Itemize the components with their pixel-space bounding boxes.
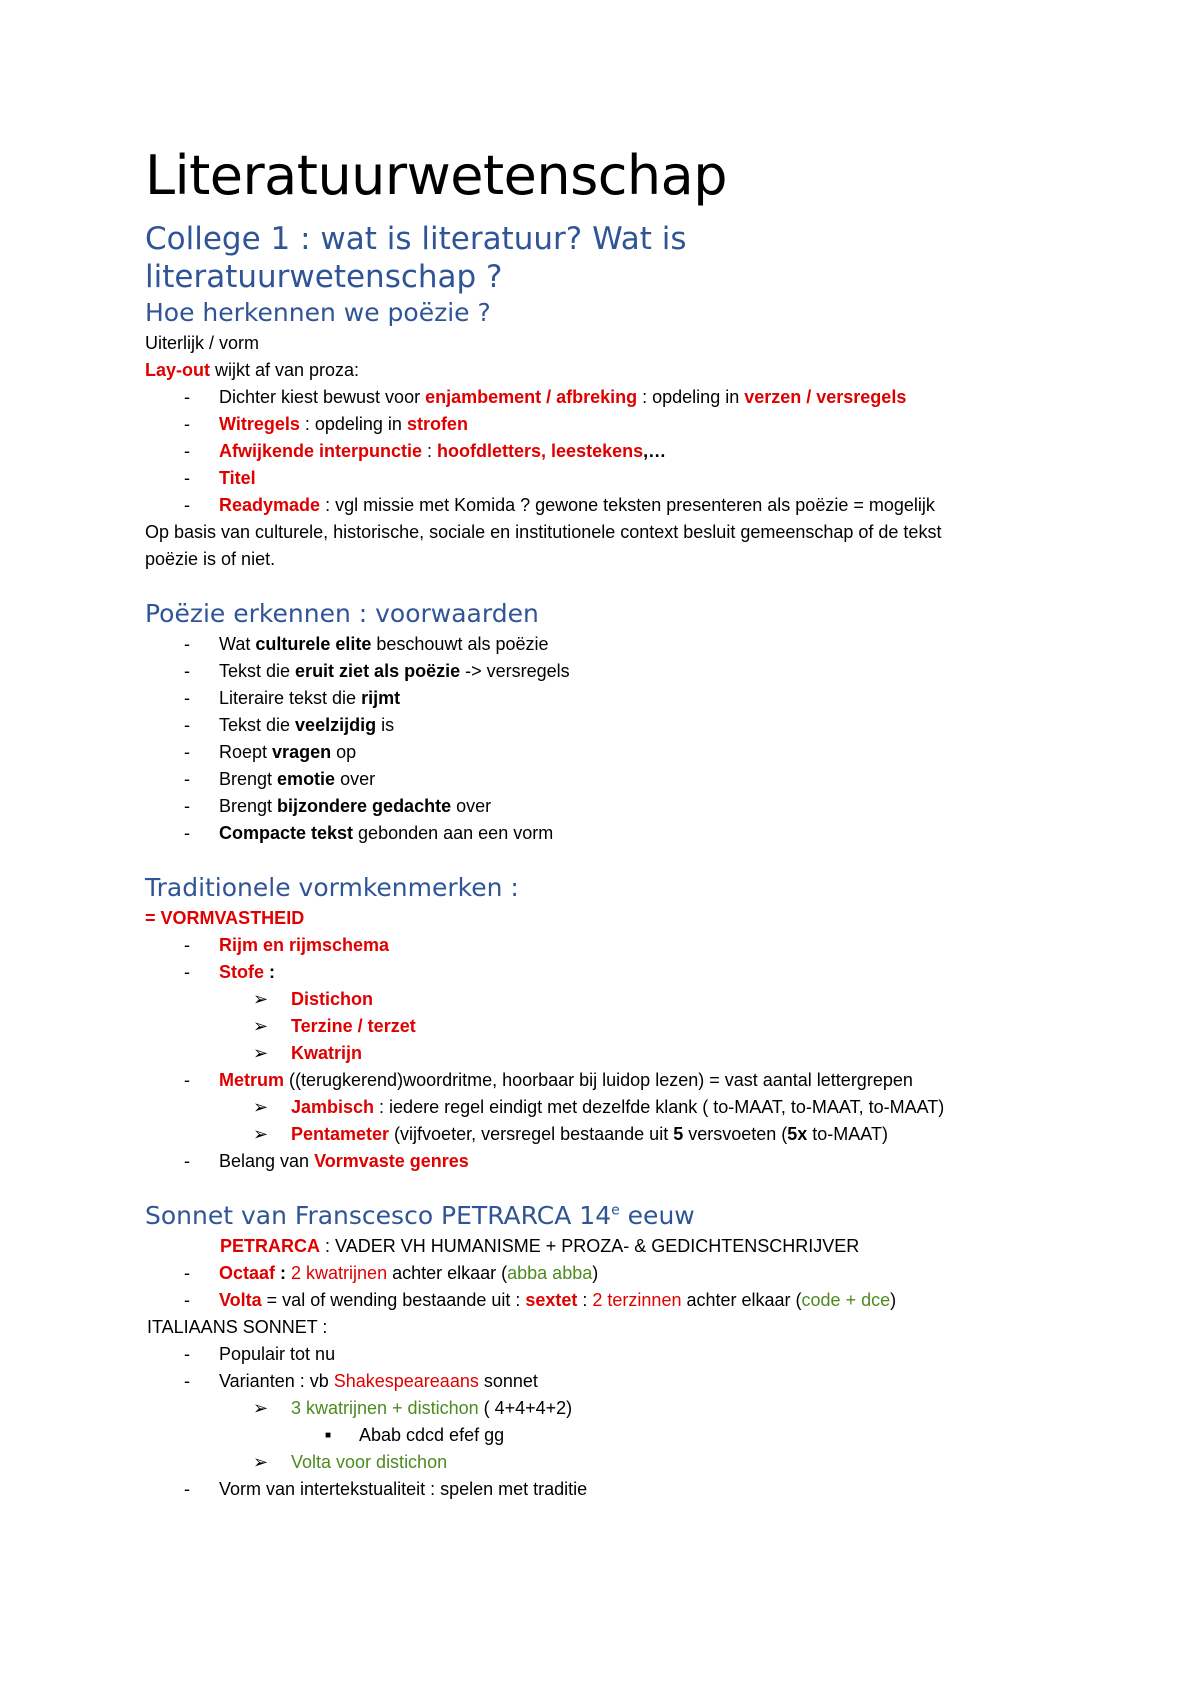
heading-poezie-erkennen: Poëzie erkennen : voorwaarden	[145, 599, 539, 628]
square-bullet-icon: ■	[325, 1430, 332, 1441]
sub-list-item: ➢ Terzine / terzet	[145, 1013, 1075, 1040]
sub-list-item: ➢ Distichon	[145, 986, 1075, 1013]
arrow-bullet-icon: ➢	[253, 1124, 269, 1144]
heading-college-1: College 1 : wat is literatuur? Wat is literatuurwetenschap ?	[145, 221, 687, 295]
dash-bullet: -	[184, 769, 190, 789]
dash-bullet: -	[184, 414, 190, 434]
dash-bullet: -	[184, 1371, 190, 1391]
dash-bullet: -	[184, 715, 190, 735]
dash-bullet: -	[184, 1479, 190, 1499]
sub-list-item: ➢ Jambisch : iedere regel eindigt met dezelfde klank ( to-MAAT, to-MAAT, to-MAAT)	[145, 1094, 1075, 1121]
heading-traditionele-vormkenmerken: Traditionele vormkenmerken :	[145, 873, 519, 902]
text-layout: Lay-out wijkt af van proza:	[145, 360, 360, 380]
dash-bullet: -	[184, 1290, 190, 1310]
dash-bullet: -	[184, 634, 190, 654]
dash-bullet: -	[184, 1070, 190, 1090]
sub-list-item: ➢ Pentameter (vijfvoeter, versregel bestaande uit 5 versvoeten (5x to-MAAT)	[145, 1121, 1075, 1148]
list-item: - Tekst die veelzijdig is	[145, 712, 1075, 739]
dash-bullet: -	[184, 495, 190, 515]
arrow-bullet-icon: ➢	[253, 1097, 269, 1117]
heading-sonnet: Sonnet van Franscesco PETRARCA 14e eeuw	[145, 1201, 695, 1230]
list-item: - Belang van Vormvaste genres	[145, 1148, 1075, 1175]
sub-sub-list-item: ■ Abab cdcd efef gg	[145, 1422, 1075, 1449]
text-petrarca: PETRARCA : VADER VH HUMANISME + PROZA- & GEDICHTENSCHRIJVER	[220, 1236, 860, 1256]
list-item: - Octaaf : 2 kwatrijnen achter elkaar (abba abba)	[145, 1260, 1075, 1287]
dash-bullet: -	[184, 1151, 190, 1171]
heading-hoe-herkennen: Hoe herkennen we poëzie ?	[145, 298, 491, 327]
sub-list-item: ➢ 3 kwatrijnen + distichon ( 4+4+4+2)	[145, 1395, 1075, 1422]
text-uiterlijk: Uiterlijk / vorm	[145, 333, 260, 353]
dash-bullet: -	[184, 387, 190, 407]
list-item: - Roept vragen op	[145, 739, 1075, 766]
dash-bullet: -	[184, 1344, 190, 1364]
list-item: - Readymade : vgl missie met Komida ? gewone teksten presenteren als poëzie = mogelijk	[145, 492, 1075, 519]
dash-bullet: -	[184, 935, 190, 955]
list-item: - Dichter kiest bewust voor enjambement / afbreking : opdeling in verzen / versregels	[145, 384, 1075, 411]
arrow-bullet-icon: ➢	[253, 1452, 269, 1472]
text-vormvastheid: = VORMVASTHEID	[145, 908, 305, 928]
list-item: - Compacte tekst gebonden aan een vorm	[145, 820, 1075, 847]
dash-bullet: -	[184, 1263, 190, 1283]
sub-list-item: ➢ Kwatrijn	[145, 1040, 1075, 1067]
list-item: - Metrum ((terugkerend)woordritme, hoorbaar bij luidop lezen) = vast aantal lettergrepen	[145, 1067, 1075, 1094]
dash-bullet: -	[184, 468, 190, 488]
dash-bullet: -	[184, 441, 190, 461]
arrow-bullet-icon: ➢	[253, 1398, 269, 1418]
dash-bullet: -	[184, 962, 190, 982]
dash-bullet: -	[184, 661, 190, 681]
sub-list-item: ➢ Volta voor distichon	[145, 1449, 1075, 1476]
document-title: Literatuurwetenschap	[145, 144, 728, 207]
list-item: - Rijm en rijmschema	[145, 932, 1075, 959]
dash-bullet: -	[184, 688, 190, 708]
list-item: - Populair tot nu	[145, 1341, 1075, 1368]
arrow-bullet-icon: ➢	[253, 989, 269, 1009]
dash-bullet: -	[184, 823, 190, 843]
arrow-bullet-icon: ➢	[253, 1016, 269, 1036]
list-item: - Literaire tekst die rijmt	[145, 685, 1075, 712]
dash-bullet: -	[184, 742, 190, 762]
arrow-bullet-icon: ➢	[253, 1043, 269, 1063]
text-italiaans-sonnet: ITALIAANS SONNET :	[147, 1317, 328, 1337]
paragraph-op-basis: Op basis van culturele, historische, sociale en institutionele context besluit gemeenschap of de tekst poëzie is of niet.	[145, 522, 942, 569]
list-item: - Witregels : opdeling in strofen	[145, 411, 1075, 438]
list-item: - Titel	[145, 465, 1075, 492]
list-item: - Wat culturele elite beschouwt als poëzie	[145, 631, 1075, 658]
list-item: - Varianten : vb Shakespeareaans sonnet	[145, 1368, 1075, 1395]
dash-bullet: -	[184, 796, 190, 816]
document-content	[145, 140, 1075, 1503]
list-item: - Volta = val of wending bestaande uit : sextet : 2 terzinnen achter elkaar (code + dce)	[145, 1287, 1075, 1314]
list-item: - Brengt emotie over	[145, 766, 1075, 793]
list-item: - Tekst die eruit ziet als poëzie -> versregels	[145, 658, 1075, 685]
list-item: - Brengt bijzondere gedachte over	[145, 793, 1075, 820]
list-item: - Afwijkende interpunctie : hoofdletters, leestekens,…	[145, 438, 1075, 465]
list-item: - Vorm van intertekstualiteit : spelen met traditie	[145, 1476, 1075, 1503]
list-item: - Stofe :	[145, 959, 1075, 986]
